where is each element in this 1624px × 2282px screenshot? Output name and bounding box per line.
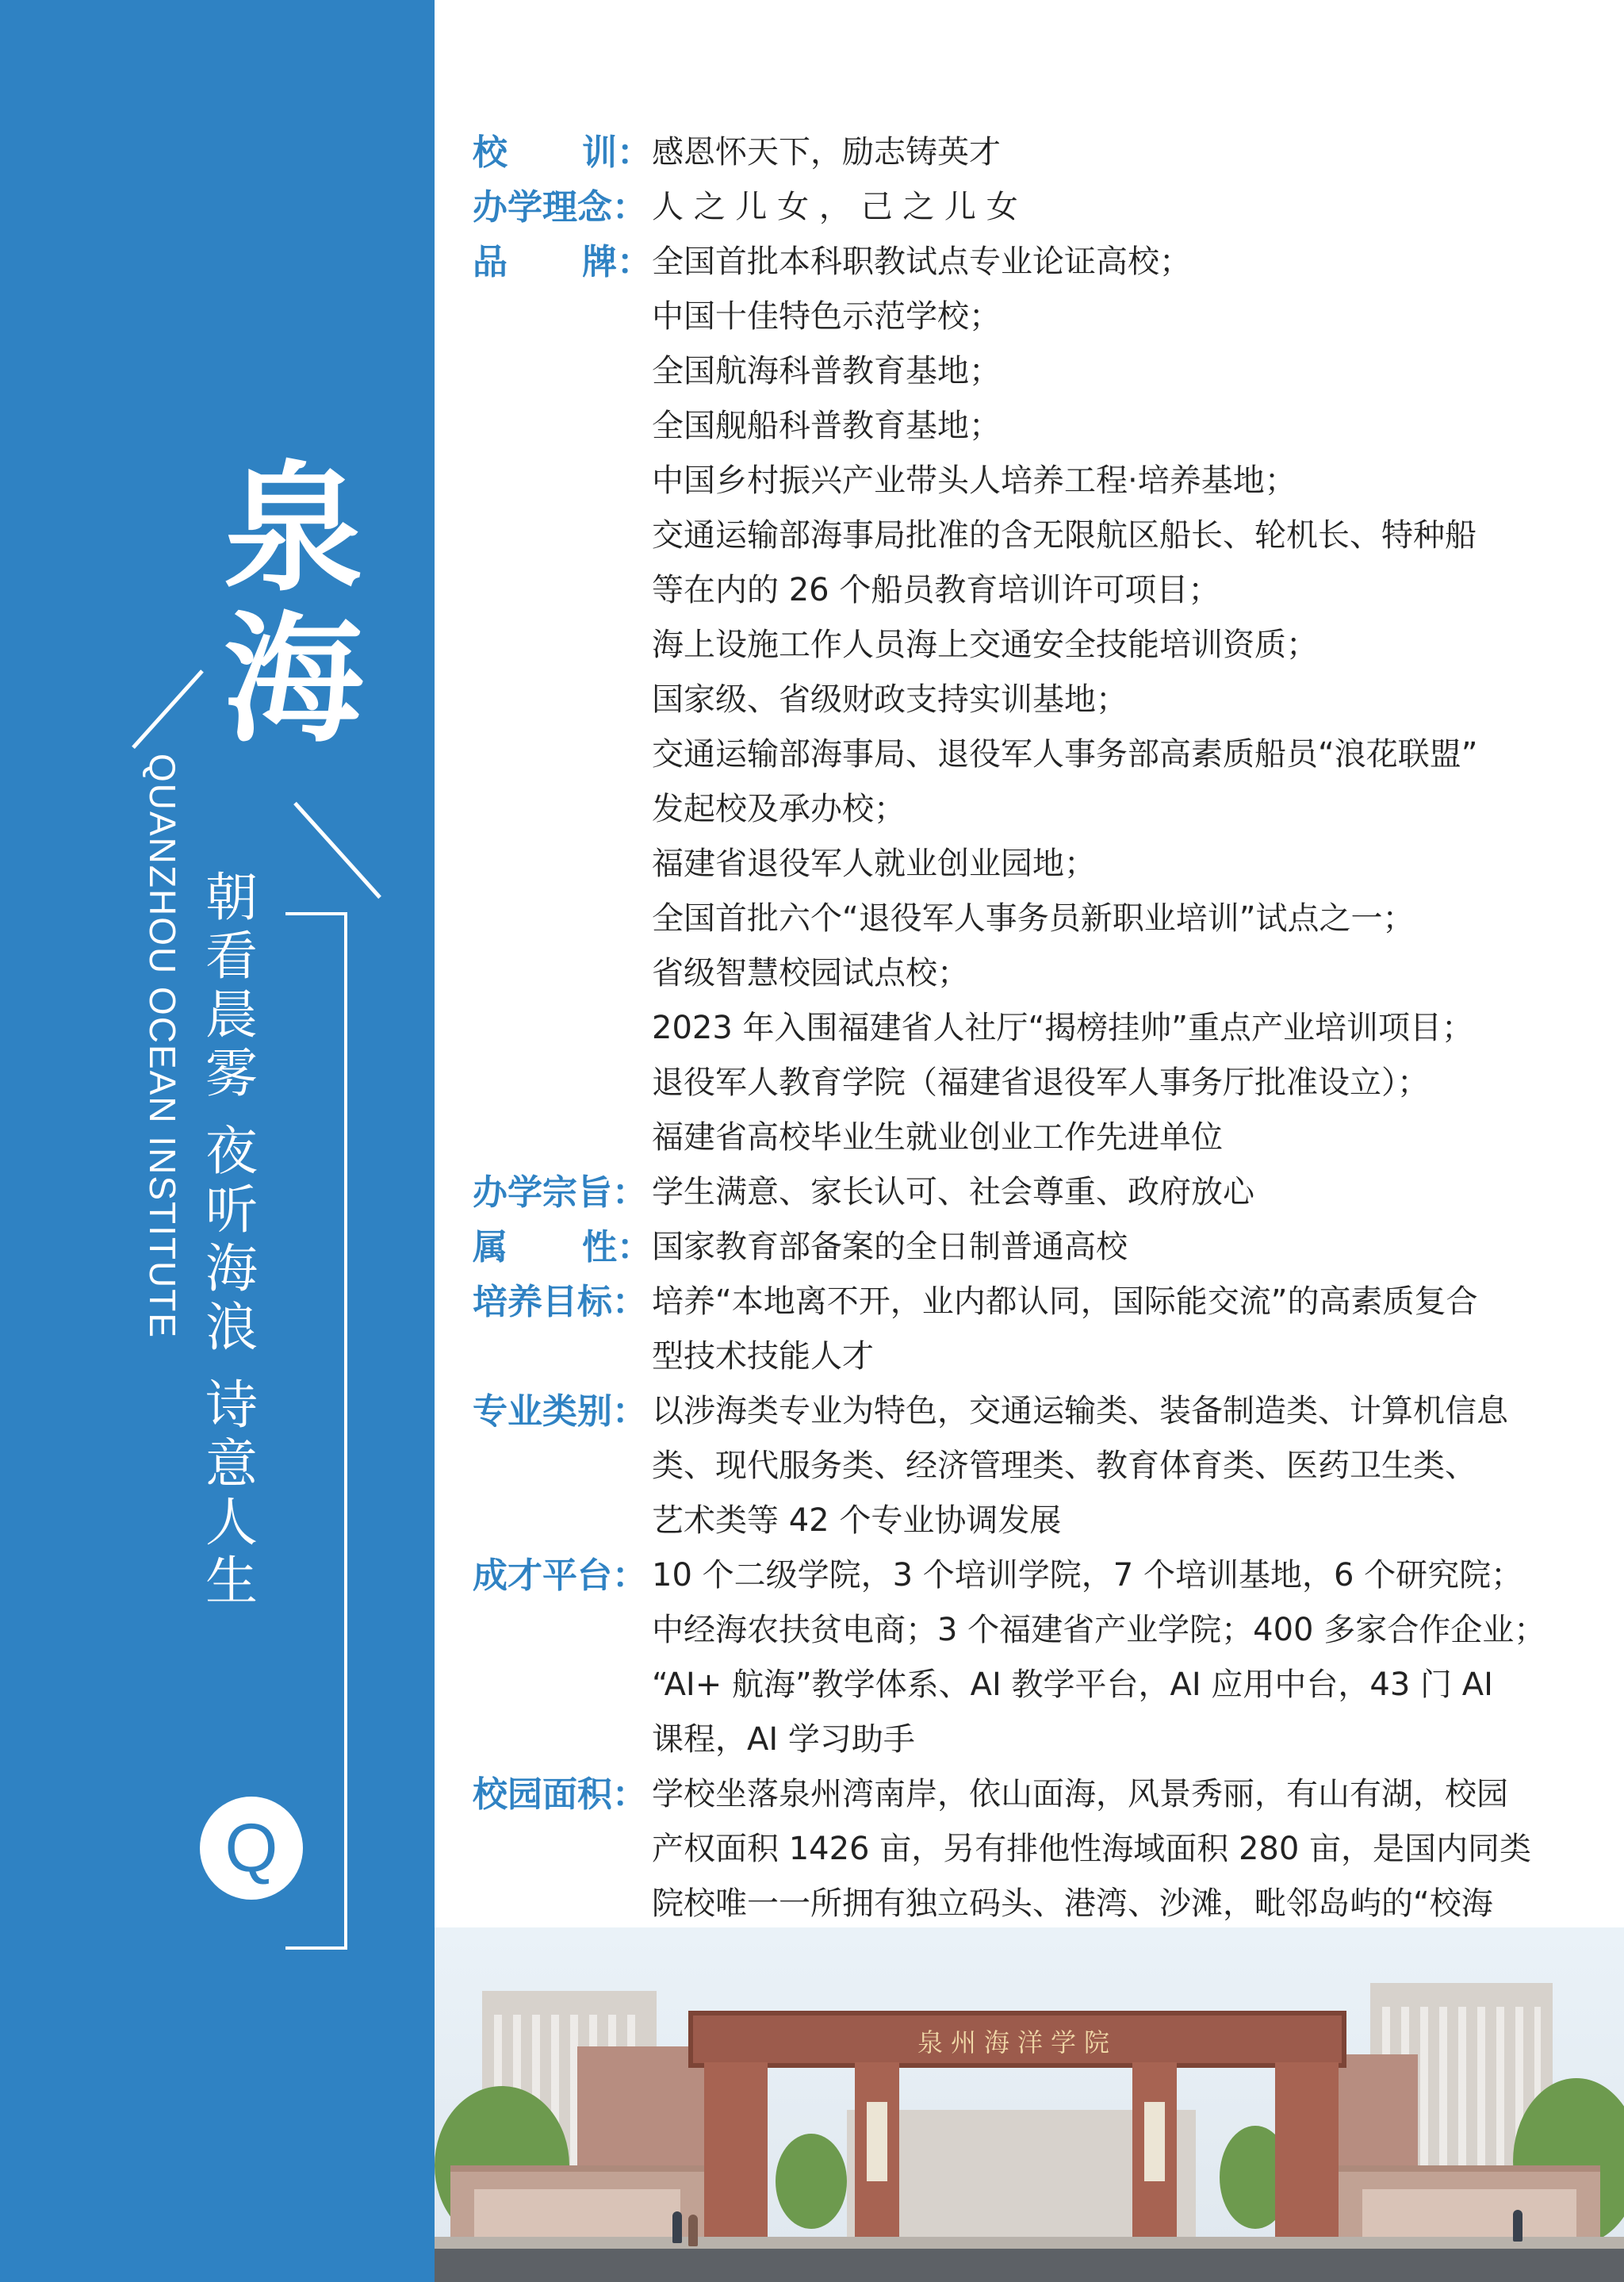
q-logo-badge: Q	[200, 1797, 303, 1900]
sidebar-panel	[0, 0, 435, 2282]
profile-value-line: 省级智慧校园试点校；	[652, 955, 969, 991]
decor-slash-right	[293, 802, 381, 899]
profile-value-line: 福建省高校毕业生就业创业工作先进单位	[652, 1119, 1223, 1156]
profile-value	[652, 125, 1599, 180]
profile-value	[652, 1384, 1599, 1548]
profile-row	[473, 180, 1599, 235]
profile-label-part: 校园面积：	[473, 1774, 647, 1815]
profile-label-part: 办学理念：	[473, 187, 647, 228]
profile-row	[473, 125, 1599, 180]
profile-value-line: 全国首批本科职教试点专业论证高校；	[652, 244, 1191, 280]
slogan-char: 人	[205, 1492, 258, 1553]
title-char-hai: 海	[223, 599, 363, 761]
profile-value-line: 以涉海类专业为特色，交通运输类、装备制造类、计算机信息	[652, 1393, 1508, 1429]
profile-row	[473, 1548, 1599, 1767]
profile-label-part: 品	[473, 242, 508, 282]
gate-pillar-right	[1275, 2062, 1339, 2253]
pedestrian	[1513, 2210, 1522, 2242]
profile-label-part: 牌：	[582, 242, 652, 282]
profile-row	[473, 235, 1599, 1165]
profile-value-line: 海上设施工作人员海上交通安全技能培训资质；	[652, 627, 1318, 663]
pillar-tablet	[1144, 2102, 1165, 2181]
profile-label	[473, 1275, 652, 1384]
profile-value-line: 国家级、省级财政支持实训基地；	[652, 681, 1128, 718]
profile-value-line: 人 之 儿 女 ， 己 之 儿 女	[652, 189, 1018, 225]
english-name-vertical: QUANZHOU OCEAN INSTITUTE	[142, 754, 183, 1340]
profile-label-part: 校	[473, 132, 508, 173]
pedestrian	[672, 2211, 682, 2243]
profile-value-line: 交通运输部海事局批准的含无限航区船长、轮机长、特种船	[652, 517, 1477, 554]
slogan-frame	[285, 912, 347, 1950]
profile-value-line: 中经海农扶贫电商；3 个福建省产业学院；400 多家合作企业；	[652, 1612, 1546, 1648]
profile-label-part: 训：	[582, 132, 652, 173]
profile-label-part: 属	[473, 1227, 508, 1268]
profile-label	[473, 1384, 652, 1548]
profile-value-line: 发起校及承办校；	[652, 791, 906, 827]
profile-row	[473, 1384, 1599, 1548]
profile-label	[473, 125, 652, 180]
road	[435, 2249, 1624, 2282]
slogan-char: 雾	[205, 1043, 258, 1104]
profile-label-part: 办学宗旨：	[473, 1172, 647, 1213]
slogan-char: 意	[205, 1433, 258, 1494]
relief-carving-right	[1362, 2189, 1576, 2237]
slogan-char: 生	[205, 1551, 258, 1612]
profile-value-line: 感恩怀天下，励志铸英才	[652, 134, 1001, 171]
relief-carving-left	[474, 2189, 680, 2237]
profile-value	[652, 180, 1599, 235]
profile-label	[473, 235, 652, 1165]
profile-value-line: 院校唯一一所拥有独立码头、港湾、沙滩，毗邻岛屿的“校海	[652, 1885, 1493, 1922]
gate-pillar-left	[704, 2062, 768, 2253]
profile-label	[473, 1165, 652, 1220]
profile-value-line: 10 个二级学院，3 个培训学院，7 个培训基地，6 个研究院；	[652, 1557, 1523, 1594]
profile-value-line: 福建省退役军人就业创业园地；	[652, 846, 1096, 882]
profile-value-line: 退役军人教育学院（福建省退役军人事务厅批准设立）；	[652, 1064, 1429, 1101]
profile-value-line: 型技术技能人才	[652, 1338, 874, 1375]
profile-value	[652, 1548, 1599, 1767]
slogan-char: 浪	[205, 1297, 258, 1358]
profile-row	[473, 1220, 1599, 1275]
profile-value-line: 艺术类等 42 个专业协调发展	[652, 1502, 1062, 1539]
slogan-char: 晨	[205, 984, 258, 1045]
pedestrian	[688, 2215, 698, 2246]
profile-value-line: 全国航海科普教育基地；	[652, 353, 1001, 389]
slogan-vertical	[198, 869, 265, 1611]
profile-value-line: 产权面积 1426 亩，另有排他性海域面积 280 亩，是国内同类	[652, 1831, 1532, 1867]
school-profile-content	[473, 125, 1599, 1986]
profile-value-line: 等在内的 26 个船员教育培训许可项目；	[652, 572, 1220, 608]
profile-value	[652, 1165, 1599, 1220]
profile-value-line: 2023 年入围福建省人社厅“揭榜挂帅”重点产业培训项目；	[652, 1010, 1473, 1046]
profile-label	[473, 180, 652, 235]
title-char-quan: 泉	[223, 448, 363, 611]
profile-value-line: 课程，AI 学习助手	[652, 1721, 915, 1758]
profile-label	[473, 1548, 652, 1767]
profile-label-part: 成才平台：	[473, 1555, 647, 1596]
profile-value-line: 学生满意、家长认可、社会尊重、政府放心	[652, 1174, 1254, 1210]
profile-label-part: 培养目标：	[473, 1282, 647, 1322]
profile-value-line: 全国舰船科普教育基地；	[652, 408, 1001, 444]
profile-value-line: 国家教育部备案的全日制普通高校	[652, 1229, 1128, 1265]
profile-value	[652, 1220, 1599, 1275]
profile-value-line: 中国十佳特色示范学校；	[652, 298, 1001, 335]
slogan-char: 听	[205, 1179, 258, 1241]
pillar-tablet	[867, 2102, 887, 2181]
slogan-char: 夜	[205, 1121, 258, 1182]
slogan-char: 诗	[205, 1375, 258, 1436]
slogan-char: 朝	[205, 867, 258, 928]
tree	[776, 2134, 847, 2229]
profile-value-line: 全国首批六个“退役军人事务员新职业培训”试点之一；	[652, 900, 1415, 937]
decor-slash-left	[132, 669, 204, 749]
profile-value	[652, 235, 1599, 1165]
profile-label	[473, 1220, 652, 1275]
profile-value-line: 交通运输部海事局、退役军人事务部高素质船员“浪花联盟”	[652, 736, 1478, 773]
profile-value-line: 培养“本地离不开，业内都认同，国际能交流”的高素质复合	[652, 1283, 1478, 1320]
profile-value-line: 类、现代服务类、经济管理类、教育体育类、医药卫生类、	[652, 1448, 1477, 1484]
profile-row	[473, 1275, 1599, 1384]
profile-label-part: 性：	[582, 1227, 652, 1268]
gate-name-plaque: 泉州海洋学院	[917, 2027, 1117, 2058]
campus-gate-illustration	[435, 1927, 1624, 2282]
profile-value-line: “AI+ 航海”教学体系、AI 教学平台，AI 应用中台，43 门 AI	[652, 1666, 1493, 1703]
slogan-char: 海	[205, 1238, 258, 1299]
profile-value	[652, 1275, 1599, 1384]
profile-row	[473, 1165, 1599, 1220]
profile-value-line: 中国乡村振兴产业带头人培养工程·培养基地；	[652, 462, 1297, 499]
profile-label-part: 专业类别：	[473, 1391, 647, 1432]
slogan-char: 看	[205, 926, 258, 987]
profile-value-line: 学校坐落泉州湾南岸，依山面海，风景秀丽，有山有湖，校园	[652, 1776, 1508, 1812]
